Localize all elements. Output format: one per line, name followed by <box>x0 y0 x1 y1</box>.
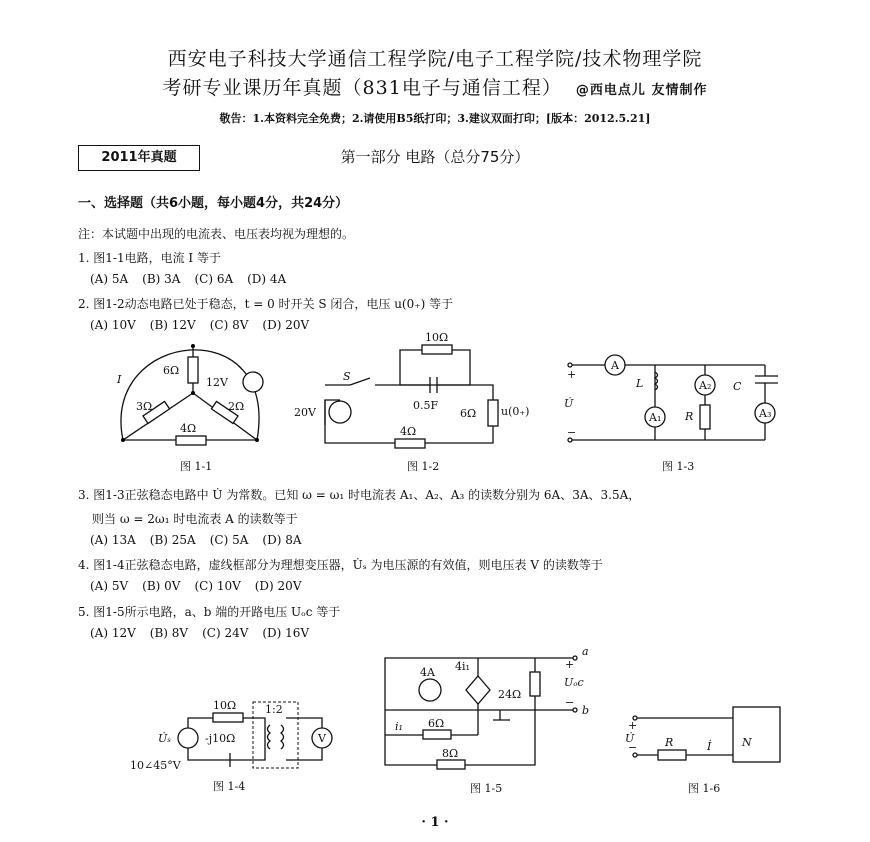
option: (A) 5A <box>90 272 129 286</box>
label: 12V <box>206 376 228 389</box>
option: (C) 8V <box>209 318 249 332</box>
option: (C) 6A <box>194 272 234 286</box>
question-3-line-2: 则当 ω = 2ω₁ 时电流表 A 的读数等于 <box>92 512 298 526</box>
option: (A) 5V <box>90 579 129 593</box>
label: 10Ω <box>213 699 237 712</box>
label: U̇ <box>564 397 574 410</box>
label: 8Ω <box>442 747 459 760</box>
svg-text:−: − <box>565 696 575 709</box>
label: 4A <box>420 666 435 679</box>
label: u(0₊) <box>501 405 530 418</box>
notice: 敬告：1.本资料完全免费；2.请使用B5纸打印；3.建议双面打印；[版本：2012.5.21] <box>219 112 651 125</box>
figure-1-6 <box>625 707 780 795</box>
author-credit: @西电点儿 友情制作 <box>575 83 708 98</box>
svg-text:+: + <box>567 368 577 381</box>
label: 1:2 <box>265 703 283 716</box>
question-1: 1. 图1-1电路，电流 I 等于 <box>78 251 221 265</box>
option: (D) 20V <box>262 318 310 332</box>
figure-caption: 图 1-1 <box>180 460 213 473</box>
label: İ <box>707 740 712 753</box>
figure-caption: 图 1-5 <box>470 782 503 795</box>
label: U̇ <box>625 732 635 745</box>
label: 10Ω <box>425 331 449 344</box>
svg-text:−: − <box>567 426 577 439</box>
option: (C) 24V <box>202 626 249 640</box>
figure-caption: 图 1-3 <box>662 460 695 473</box>
label: A₃ <box>759 407 772 420</box>
label: 6Ω <box>460 407 477 420</box>
option: (C) 5A <box>209 533 249 547</box>
label: 10∠45°V <box>130 759 181 772</box>
option: (D) 4A <box>247 272 287 286</box>
option: (C) 10V <box>194 579 241 593</box>
label: A₁ <box>649 411 662 424</box>
label: U̇ₛ <box>158 732 171 745</box>
label: R <box>685 410 694 423</box>
question-3: 3. 图1-3正弦稳态电路中 U̇ 为常数。已知 ω = ω₁ 时电流表 A₁、A₂、A₃ 的读数分别为 6A、3A、3.5A， <box>78 488 641 502</box>
label: i₁ <box>395 720 403 733</box>
svg-text:−: − <box>628 741 638 754</box>
option: (A) 13A <box>90 533 136 547</box>
figure-caption: 图 1-6 <box>688 782 721 795</box>
label: a <box>582 645 589 658</box>
label: N <box>742 736 752 749</box>
title-line-1: 西安电子科技大学通信工程学院/电子工程学院/技术物理学院 <box>167 48 703 70</box>
figure-1-4 <box>130 699 332 793</box>
label: 6Ω <box>163 364 180 377</box>
label: A₂ <box>699 379 712 392</box>
question-2: 2. 图1-2动态电路已处于稳态，t = 0 时开关 S 闭合，电压 u(0₊) 等于 <box>78 297 454 311</box>
option: (B) 25A <box>149 533 196 547</box>
question-5: 5. 图1-5所示电路，a、b 端的开路电压 Uₒc 等于 <box>78 605 341 619</box>
label: C <box>733 380 742 393</box>
option: (B) 0V <box>142 579 181 593</box>
page-number: · 1 · <box>421 815 449 830</box>
label: 4i₁ <box>455 660 470 673</box>
label: -j10Ω <box>205 732 236 745</box>
year-label: 2011年真题 <box>78 145 200 171</box>
label: V <box>318 732 326 745</box>
svg-text:+: + <box>565 658 575 671</box>
exam-note: 注：本试题中出现的电流表、电压表均视为理想的。 <box>78 227 355 241</box>
label: 24Ω <box>498 688 522 701</box>
label: 4Ω <box>180 422 197 435</box>
title-text: 考研专业课历年真题（831电子与通信工程） <box>162 77 562 99</box>
label: Uₒc <box>564 676 584 689</box>
label: A <box>611 359 619 372</box>
question-4: 4. 图1-4正弦稳态电路，虚线框部分为理想变压器，U̇ₛ 为电压源的有效值，则电压表 V 的读数等于 <box>78 558 603 572</box>
label: 20V <box>294 406 316 419</box>
label: I <box>117 373 122 386</box>
label: L <box>636 377 644 390</box>
option: (B) 8V <box>149 626 189 640</box>
figure-1-2 <box>294 331 529 473</box>
option: (D) 16V <box>262 626 310 640</box>
option: (D) 8A <box>262 533 302 547</box>
option: (B) 3A <box>142 272 181 286</box>
label: 6Ω <box>428 717 445 730</box>
figure-1-5 <box>385 645 589 795</box>
option: (D) 20V <box>254 579 302 593</box>
figure-caption: 图 1-2 <box>407 460 440 473</box>
section-title: 一、选择题（共6小题，每小题4分，共24分） <box>78 196 349 211</box>
label: R <box>665 736 674 749</box>
figure-1-3 <box>564 355 778 473</box>
label: b <box>582 704 590 717</box>
label: 4Ω <box>400 425 417 438</box>
part-title: 第一部分 电路（总分75分） <box>340 148 530 166</box>
label: 0.5F <box>413 399 439 412</box>
option: (B) 12V <box>149 318 196 332</box>
figure-1-1 <box>116 344 263 473</box>
figure-caption: 图 1-4 <box>213 780 246 793</box>
option: (A) 10V <box>90 318 136 332</box>
label: S <box>343 370 351 383</box>
option: (A) 12V <box>90 626 136 640</box>
label: 2Ω <box>228 400 245 413</box>
svg-text:+: + <box>628 719 638 732</box>
label: 3Ω <box>136 400 153 413</box>
